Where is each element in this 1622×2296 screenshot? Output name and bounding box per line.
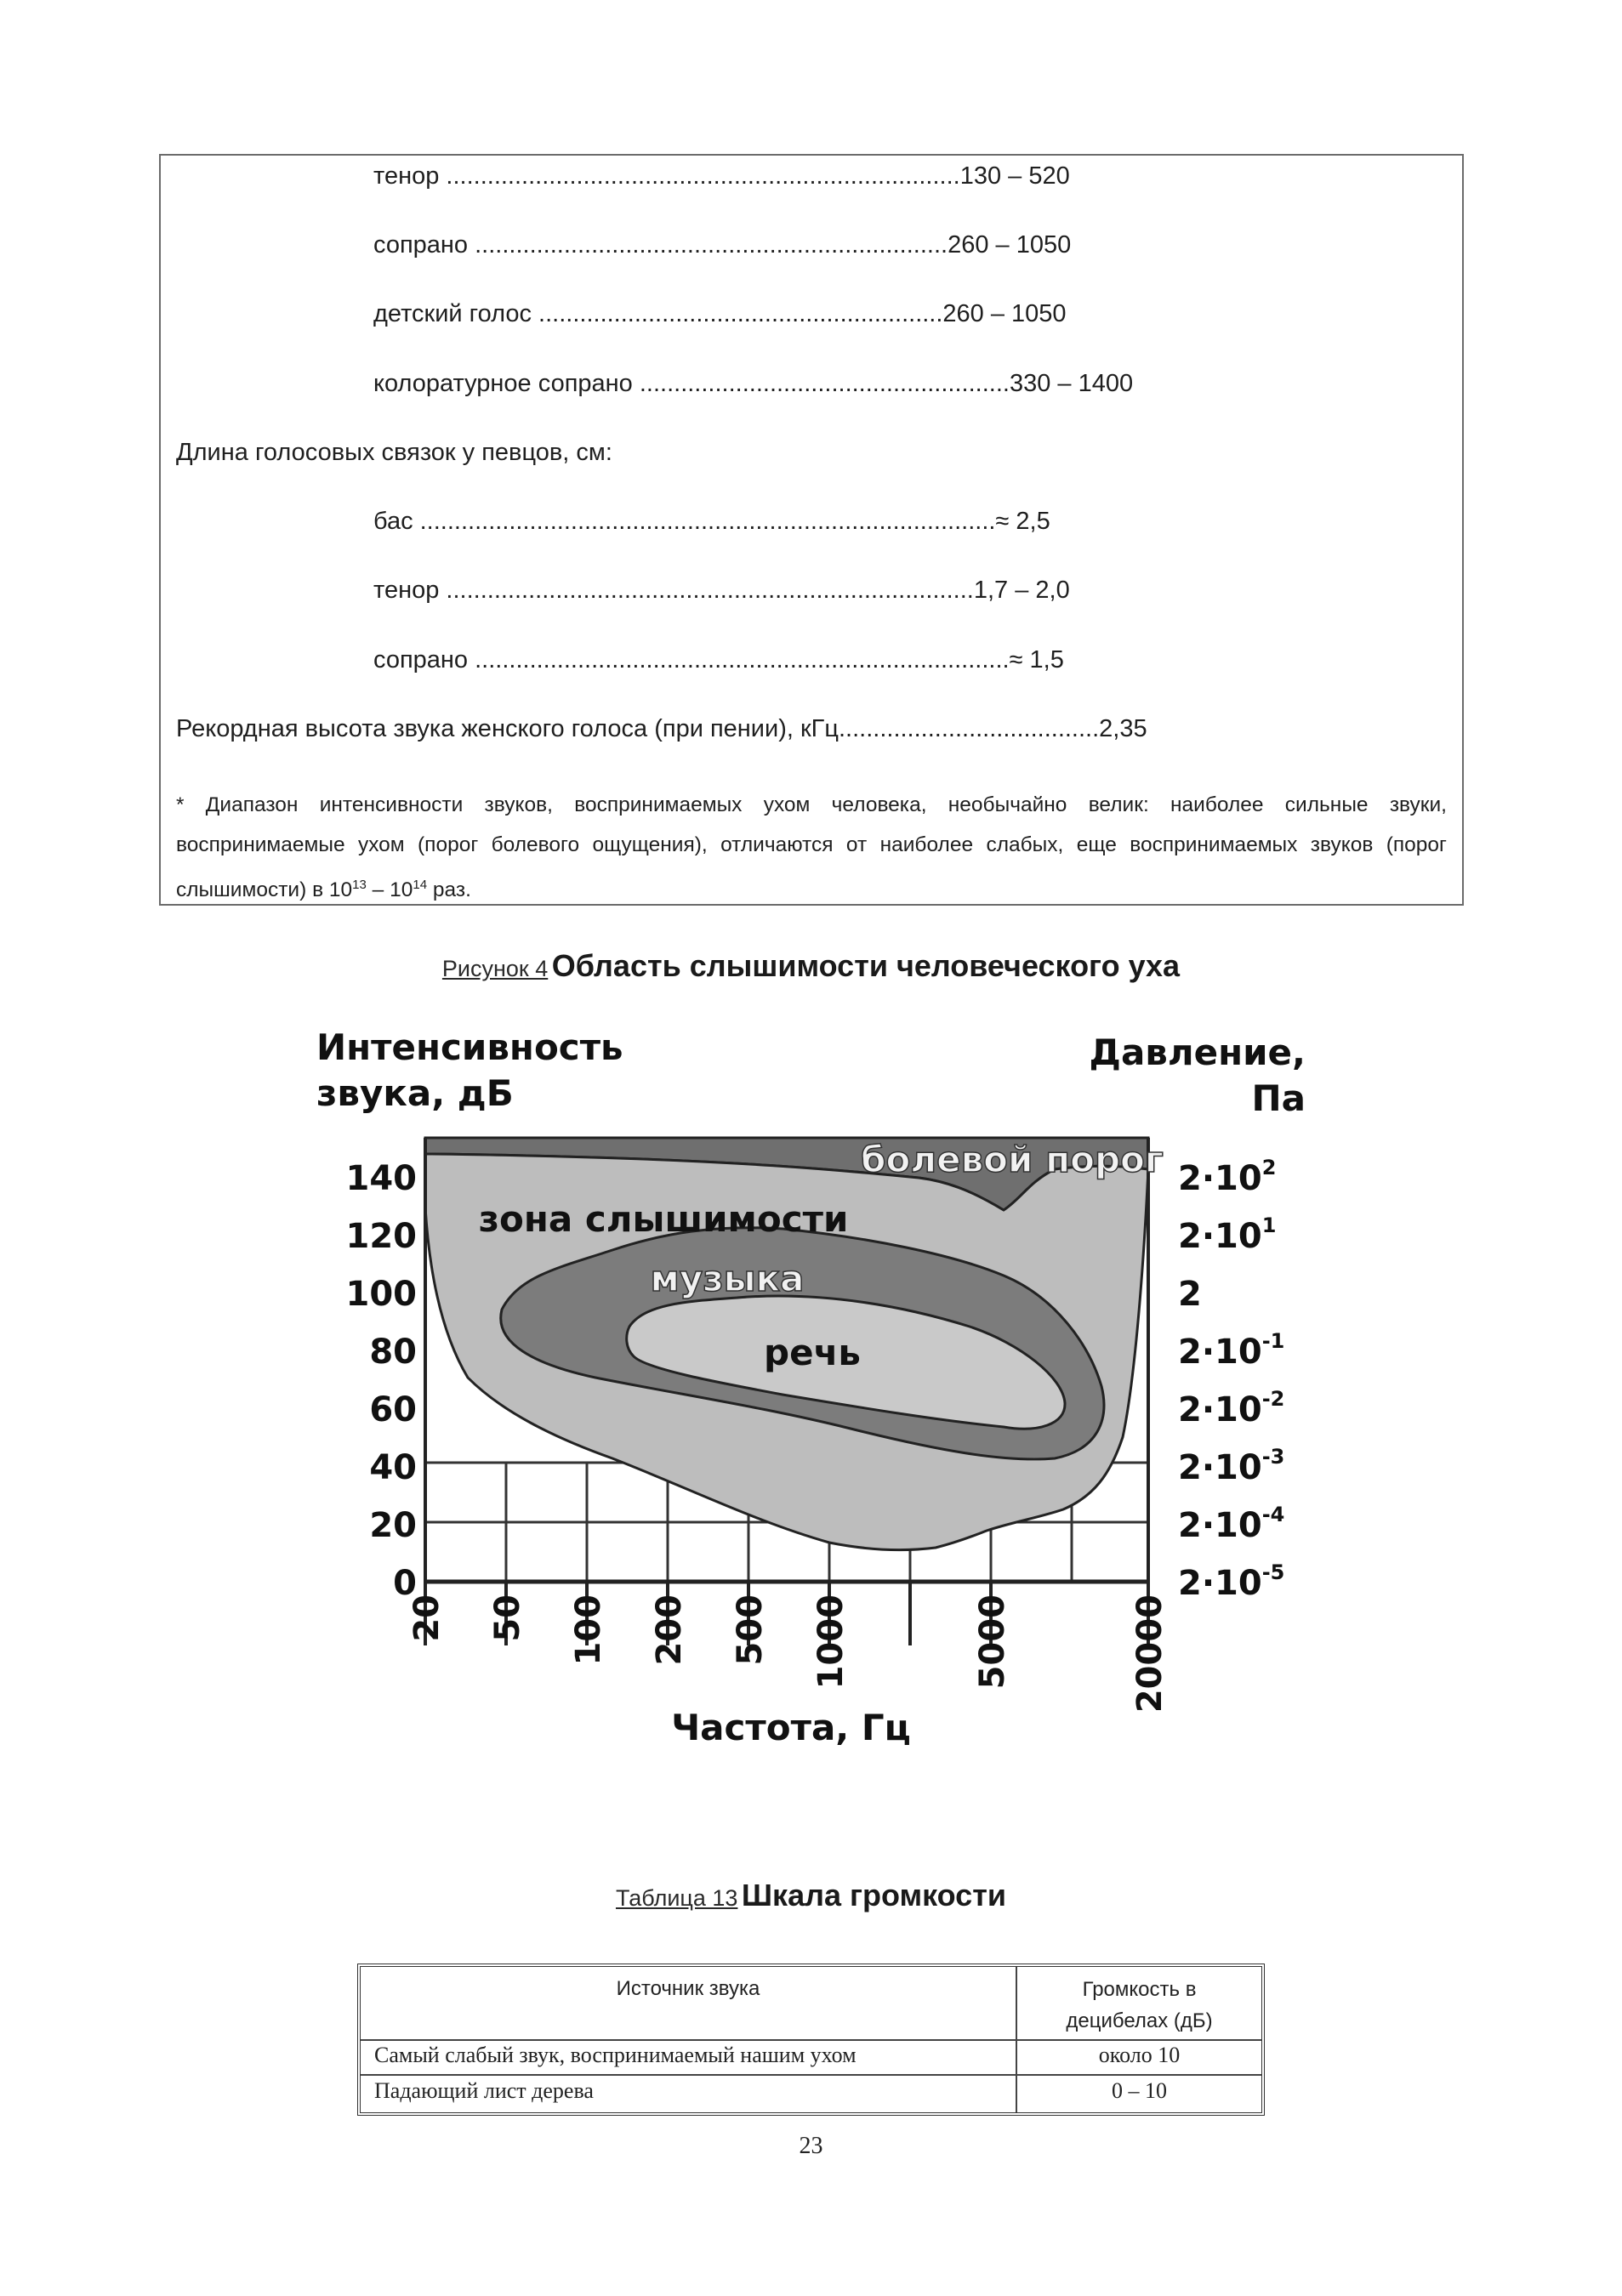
page-number: 23	[799, 2133, 823, 2159]
table-cell-loudness: около 10	[1098, 2043, 1181, 2067]
y-tick-label: 120	[345, 1217, 417, 1256]
y-right-tick-label: 2	[1178, 1275, 1202, 1314]
table-header-source: Источник звука	[616, 1977, 760, 2000]
music-label: музыка	[650, 1258, 805, 1299]
x-tick-label: 20	[407, 1594, 447, 1642]
y-tick-label: 40	[369, 1448, 417, 1487]
range-soprano: сопрано .....................................................................260 – 1050	[373, 231, 1072, 259]
y-tick-label: 60	[369, 1390, 417, 1429]
right-axis-title-line1: Давление,	[1089, 1031, 1306, 1073]
figure-label: Рисунок 4	[441, 956, 549, 981]
table-cell-source: Падающий лист дерева	[374, 2078, 594, 2103]
header-divider	[361, 2039, 1261, 2041]
range-coloratura: колоратурное сопрано ......................................................330 – 1400	[373, 370, 1134, 397]
y-axis-title-line1: Интенсивность	[316, 1026, 623, 1068]
hearing-zone-label: зона слышимости	[478, 1198, 849, 1240]
y-axis-title-line2: звука, дБ	[316, 1072, 514, 1114]
x-tick-label: 50	[488, 1594, 527, 1642]
table-header-loudness	[1017, 1974, 1261, 2037]
x-tick-label: 20000	[1130, 1594, 1170, 1713]
row-divider	[361, 2074, 1261, 2076]
table-header-loudness-line2: децибелах (дБ)	[1066, 2009, 1213, 2032]
figure-title: Область слышимости человеческого уха	[551, 948, 1181, 983]
y-right-tick-label: $2\cdot 10^2$	[1178, 1156, 1277, 1198]
table-cell-loudness: 0 – 10	[1112, 2078, 1167, 2103]
y-tick-label: 20	[369, 1506, 417, 1545]
x-tick-label: 1000	[811, 1594, 851, 1690]
range-child-voice: детский голос ...........................................................260 – 1050	[373, 300, 1067, 327]
info-box	[159, 154, 1464, 906]
table-header-loudness-line1: Громкость в	[1082, 1978, 1197, 2001]
cord-soprano: сопрано ..............................................................................≈ 1,5	[373, 646, 1064, 673]
x-tick-label: 5000	[973, 1594, 1012, 1690]
right-axis-title-line2: Па	[1251, 1077, 1306, 1119]
figure-caption	[0, 948, 1622, 984]
cord-bass: бас ....................................................................................≈ 2,5	[373, 508, 1050, 535]
x-axis-title: Частота, Гц	[671, 1707, 911, 1748]
cord-tenor: тенор .............................................................................1,7 – 2,0	[373, 577, 1070, 604]
y-tick-label: 0	[393, 1564, 417, 1603]
y-tick-label: 80	[369, 1333, 417, 1372]
x-tick-label: 500	[731, 1594, 770, 1666]
table-title: Шкала громкости	[741, 1878, 1006, 1912]
cords-heading: Длина голосовых связок у певцов, см:	[176, 439, 612, 466]
hearing-area-chart	[306, 1020, 1327, 1769]
y-tick-label: 140	[345, 1159, 417, 1198]
pain-threshold-label: болевой порог	[861, 1139, 1164, 1180]
footnote: * Диапазон интенсивности звуков, воспринимаемых ухом человека, необычайно велик: наиболее сильные звуки, воспринимаемые ухом (порог болевого ощущения), отличаются от наиболее слабых, еще воспринимаемых звуков (порог слышимости) в $10^{13} - 10^{14}$ раз.	[176, 793, 1447, 902]
x-tick-label: 200	[650, 1594, 689, 1666]
y-right-tick-label: $2\cdot 10^{-1}$	[1178, 1329, 1285, 1372]
table-caption	[0, 1878, 1622, 1913]
y-tick-label: 100	[345, 1275, 417, 1314]
y-right-tick-label: $2\cdot 10^{-2}$	[1178, 1387, 1285, 1429]
y-right-tick-label: $2\cdot 10^1$	[1178, 1213, 1277, 1256]
x-tick-label: 100	[569, 1594, 608, 1666]
speech-label: речь	[764, 1332, 861, 1373]
y-right-tick-label: $2\cdot 10^{-3}$	[1178, 1445, 1285, 1487]
table-cell-source: Самый слабый звук, воспринимаемый нашим ухом	[374, 2043, 857, 2067]
loudness-table	[357, 1964, 1265, 2116]
table-label: Таблица 13	[616, 1885, 738, 1911]
record-line: Рекордная высота звука женского голоса (при пении), кГц......................................2,35	[176, 715, 1147, 742]
y-right-tick-label: $2\cdot 10^{-4}$	[1178, 1503, 1285, 1545]
range-tenor: тенор ...........................................................................130 – 520	[373, 162, 1070, 190]
y-right-tick-label: $2\cdot 10^{-5}$	[1178, 1560, 1285, 1603]
